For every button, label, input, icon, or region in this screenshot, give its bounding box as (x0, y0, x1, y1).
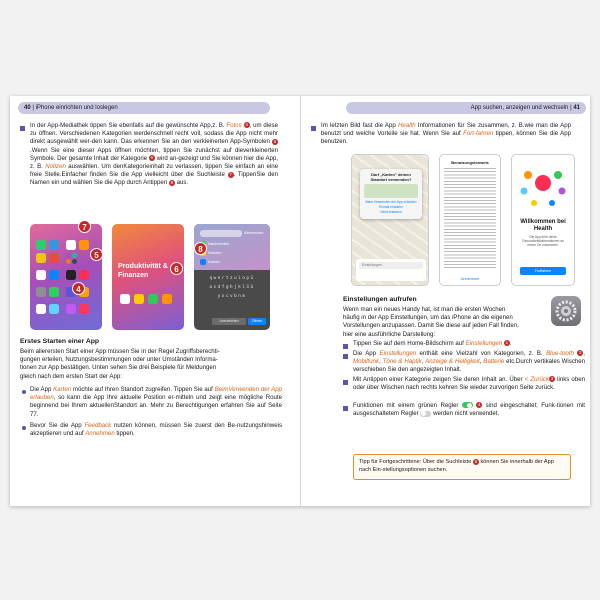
maps-search-sheet (356, 259, 426, 281)
right-intro-paragraph (321, 122, 571, 147)
accent-term: Mobilfunk (353, 358, 380, 366)
callout-7: 7 (78, 220, 91, 233)
app-icon-clock (66, 270, 76, 280)
text-run: werden nicht verwendet. (431, 410, 500, 418)
text-run: sind eingeschaltet; Funk- (482, 402, 557, 409)
small-app-icon (66, 259, 71, 264)
keyboard (196, 274, 268, 301)
book-spread (10, 96, 590, 506)
app-icon-numbers (148, 294, 158, 304)
accent-term: Health (398, 122, 416, 129)
text-run: gezeigt und Sie können hier die App, z. B. (30, 154, 278, 171)
settings-bullet-3 (353, 376, 585, 392)
text-run: möchte auf Ihren Standort zugreifen. Tippen Sie auf (71, 386, 215, 393)
accent-term: Feedback (84, 422, 112, 429)
number-badge: 4 (478, 402, 481, 408)
bullet-icon (22, 426, 26, 430)
health-icons-cluster (512, 163, 574, 215)
text-run: schnell recht voll, sodass die App nicht mehr direkt ausgewählt wer- (30, 130, 278, 146)
settings-bullet-4 (353, 402, 585, 418)
sleep-icon (521, 188, 528, 195)
text-run: Die App (30, 386, 54, 393)
search-result-karten[interactable] (200, 259, 220, 265)
callout-5: 5 (90, 248, 103, 261)
number-badge: 2 (579, 350, 582, 356)
app-icon-settings (36, 287, 46, 297)
right-page-number: 41 (573, 105, 580, 111)
feedback-title: Benutzungshinweis (451, 160, 489, 165)
paragraph-line: häufig in der App Einstellungen, um das iPhone an die eigenen (343, 314, 513, 322)
intro-paragraph (30, 122, 278, 188)
bullet-icon (343, 380, 348, 385)
gear-icon (551, 296, 581, 326)
accent-term: < Zurück (524, 376, 549, 383)
nutrition-icon (554, 171, 562, 179)
callout-6: 6 (170, 262, 183, 275)
number-badge: 7 (229, 171, 232, 177)
number-badge: 5 (474, 458, 478, 464)
app-icon-music (79, 270, 89, 280)
result-label: Nachrichten (208, 241, 230, 247)
text-run: Im letzten Bild fast die App (321, 122, 399, 129)
accent-term: Anzeige & Helligkeit (425, 358, 480, 366)
settings-bullet-2 (353, 350, 585, 375)
activity-icon (524, 171, 532, 179)
small-app-icon (72, 253, 77, 258)
dialog-map-preview (364, 184, 418, 198)
text-run: . (509, 340, 512, 347)
text-run: vorigen Seite zurück. (497, 384, 555, 392)
feedback-legal-text (444, 168, 496, 268)
app-icon-news (79, 304, 89, 314)
header-separator: | (32, 105, 34, 111)
text-run: Sie den Namen ein und wählen Sie die App durch Antippen (30, 171, 279, 187)
bullet-maps (30, 386, 282, 419)
text-run: In der App-Mediathek tippen Sie ebenfalls auf die gewünschte App, (30, 122, 213, 129)
text-run: . (30, 146, 32, 154)
app-icon-itunes (66, 304, 76, 314)
bullet-icon (22, 390, 26, 394)
accent-term: Annehmen (85, 430, 115, 438)
text-run: Funktionen mit einem grünen Regler (353, 402, 462, 409)
maps-search-field[interactable]: Einstellungen (359, 262, 423, 269)
category-label: Produktivität & Finanzen (118, 263, 168, 279)
app-icon-files (120, 294, 130, 304)
app-icon-messages (49, 287, 59, 297)
left-page-number: 40 (24, 105, 31, 111)
keyboard-row[interactable]: qwertzuiopü (209, 276, 255, 281)
location-permission-dialog (360, 169, 422, 219)
text-run: Die App (353, 350, 380, 357)
accent-term: Töne & Haptik (382, 358, 422, 366)
app-icon-weather (49, 304, 59, 314)
text-run: etc. (504, 358, 516, 366)
app-icon-maps (36, 270, 46, 280)
app-icon-photos (66, 240, 76, 250)
settings-app-icon (551, 296, 581, 326)
accent-term: Fort- (463, 130, 476, 138)
text-run: Mit Antippen einer Kategorie zeigen Sie deren Inhalt an. Über (353, 376, 525, 383)
text-run: Bevor Sie die App (30, 422, 85, 429)
app-icon-phone (36, 240, 46, 250)
health-continue-button[interactable]: Fortfahren (520, 267, 566, 275)
paragraph-line: hier eine ausführliche Darstellung: (343, 330, 436, 338)
result-label: Karten (208, 259, 220, 265)
heart-icon (535, 175, 551, 191)
advanced-tip-box (353, 454, 571, 480)
maps-permission-screenshot (351, 154, 429, 286)
maps-icon (200, 259, 206, 265)
section-heading-first-start: Erstes Starten einer App (20, 338, 100, 345)
health-title: Willkommen bei Health (520, 219, 566, 232)
right-page-running-title: App suchen, anzeigen und wechseln (470, 105, 569, 111)
toggle-on-icon (462, 402, 473, 408)
app-icon-appstore (49, 270, 59, 280)
text-run: können Sie innerhalb der App nach Ein- (359, 459, 554, 473)
text-run: aus. (174, 179, 189, 187)
search-cancel-button[interactable]: Abbrechen (244, 230, 264, 235)
paragraph-line: tionen zur App bestätigen. Unten sehen Sie drei Beispiele für Meldungen (20, 364, 217, 372)
keyboard-space-key[interactable]: Leerzeichen (212, 318, 246, 325)
app-library-screenshot (30, 224, 102, 330)
accent-term: Fotos (226, 122, 242, 129)
text-run: tippen. (114, 430, 135, 438)
text-run: tippen, können Sie die App benutzen. (321, 130, 572, 146)
bullet-icon (343, 354, 348, 359)
text-run: , (479, 358, 484, 366)
allow-while-using-button[interactable]: Beim Verwenden der App erlauben (365, 200, 417, 204)
text-run: verkleinerten Symbole. Der gesamte Inhalt der Kategorie (30, 146, 278, 162)
text-run: z. B. (212, 122, 227, 129)
steps-icon (531, 200, 537, 206)
text-run: Tipp für Fortgeschrittene: Über die Suchleiste (359, 459, 473, 465)
accent-term: Beim (214, 386, 229, 393)
accent-term: Notizen (45, 163, 66, 171)
result-label: Notizen (208, 250, 222, 256)
app-icon-calendar (49, 253, 59, 263)
settings-bullet-1 (353, 340, 585, 348)
number-badge: 3 (550, 376, 554, 382)
text-run: Einfacher finden Sie die App vielleicht über die Suchleiste (61, 171, 228, 179)
keyboard-go-key[interactable]: Öffnen (248, 318, 266, 325)
text-run: Standort an. Mehr zu Berechtigungen erfahren Sie auf Seite 77. (30, 402, 282, 418)
section-heading-settings: Einstellungen aufrufen (343, 296, 417, 303)
app-icon-notes (134, 294, 144, 304)
text-run: tionen mit ausgeschaltetem Regler (353, 402, 585, 418)
text-run: , so kann die App Ihre aktuelle Position er- (53, 394, 176, 402)
header-separator: | (570, 105, 572, 111)
text-run: den kann. Das erkennen Sie an den verkleinerten App-Symbolen (91, 138, 272, 146)
text-run: . Tippen (233, 171, 257, 179)
paragraph-line: gungen erteilen, Nutzungsbestimmungen oder unter Umständen Informa- (20, 356, 218, 364)
accent-term: tooth (560, 350, 574, 357)
number-badge: 8 (170, 179, 174, 185)
text-run: Tippen Sie auf dem Home-Bildschirm auf (353, 340, 466, 347)
callout-4: 4 (72, 282, 85, 295)
number-badge: 1 (505, 340, 509, 346)
toggle-off-icon (420, 411, 431, 417)
paragraph-line: Beim allerersten Start einer App müssen Sie in der Regel Zugriffsberechti- (20, 348, 220, 355)
text-run: enthält eine Vielzahl von Kategorien, z. B. (416, 350, 547, 357)
body-icon (549, 200, 555, 206)
text-run: mitteln und zeigt eine mögliche Route beginnend bei Ihrem aktuellen (30, 394, 282, 410)
bullet-feedback (30, 422, 282, 438)
accent-term: Karten (53, 386, 72, 393)
text-run: wird an- (154, 154, 179, 162)
number-badge: 5 (273, 138, 277, 144)
feedback-notice-screenshot (439, 154, 501, 286)
app-icon-calendar (36, 304, 46, 314)
first-start-paragraph (20, 348, 282, 381)
paragraph-line: Wenn man ein neues Handy hat, ist man die ersten Wochen (343, 306, 506, 313)
paragraph-line: Vorstellungen anzupassen. Damit Sie diese auf jeden Fall finden, (343, 322, 519, 330)
text-run: nutzen können, müssen Sie zuerst den Be- (111, 422, 237, 429)
app-icon-notes (36, 253, 46, 263)
app-icon-pages (162, 294, 172, 304)
keyboard-row[interactable]: asdfghjklöä (209, 285, 255, 290)
left-page-running-title: iPhone einrichten und loslegen (35, 105, 118, 111)
keyboard-row[interactable]: yxcvbnm (217, 294, 247, 299)
number-badge: 4 (245, 122, 248, 128)
accent-term: Einstellungen (465, 340, 503, 347)
left-page (10, 96, 300, 506)
text-run: Kategorieinhalt zu verlassen, tippen Sie einfach an eine freie Stelle. (30, 163, 278, 179)
text-run: , (379, 358, 383, 366)
text-run: stellungsoptionen suchen. (382, 467, 448, 473)
bullet-icon (20, 126, 25, 131)
app-icon-mail (49, 240, 59, 250)
text-run: , (421, 358, 426, 366)
bullet-icon (311, 126, 316, 131)
small-app-icon (72, 259, 77, 264)
allow-once-button[interactable]: Einmal erlauben (379, 205, 403, 209)
callout-8: 8 (194, 242, 207, 255)
accent-term: Batterie (483, 358, 505, 366)
health-subtitle: Die App führt deine Gesundheitsinformationen an einem Ort zusammen. (522, 235, 564, 247)
settings-paragraph (343, 306, 539, 339)
dialog-title: Darf „Karten" deinen Standort verwenden? (370, 172, 412, 182)
number-badge: 6 (150, 155, 154, 161)
feedback-accept-button[interactable]: Annehmen (460, 277, 480, 281)
paragraph-line: gleich nach dem ersten Start der App: (20, 372, 122, 380)
text-run: wie man die App benutzt und welche Vorteile sie hat. Wenn Sie auf (321, 122, 571, 138)
health-welcome-screenshot (511, 154, 575, 286)
text-run: links oben oder über Wischen nach rechts kehren Sie wieder zur (353, 376, 585, 392)
right-page-header (346, 102, 586, 114)
app-icon-podcasts (79, 240, 89, 250)
text-run: , um diese zu öffnen. Verschiedenen Kategorien werden (30, 122, 278, 138)
accent-term: fahren (475, 130, 494, 138)
accent-term: Einstellungen (379, 350, 417, 357)
left-page-header (18, 102, 270, 114)
text-run: Wenn Sie eine dieser Apps öffnen möchten, tippen Sie zunächst auf die (31, 146, 244, 154)
bullet-icon (343, 344, 348, 349)
right-page (300, 96, 590, 506)
text-run: auswählen. Um den (65, 163, 124, 171)
accent-term: Blue- (546, 350, 561, 357)
text-run: , (583, 350, 585, 357)
search-screenshot (194, 224, 270, 330)
text-run: Durch vertikales Wischen verschieben Sie den angezeigten Inhalt. (353, 358, 586, 374)
small-app-icon (66, 253, 71, 258)
bullet-icon (343, 406, 348, 411)
text-run: nutzungshinweis akzeptieren und auf (30, 422, 282, 438)
mindfulness-icon (559, 188, 566, 195)
category-screenshot (112, 224, 184, 330)
search-input[interactable] (200, 230, 242, 237)
text-run: Informationen für Sie zusammen, z. B. (415, 122, 525, 129)
deny-button[interactable]: Nicht erlauben (380, 210, 402, 214)
accent-term: Verwenden der App erlauben (30, 386, 282, 402)
